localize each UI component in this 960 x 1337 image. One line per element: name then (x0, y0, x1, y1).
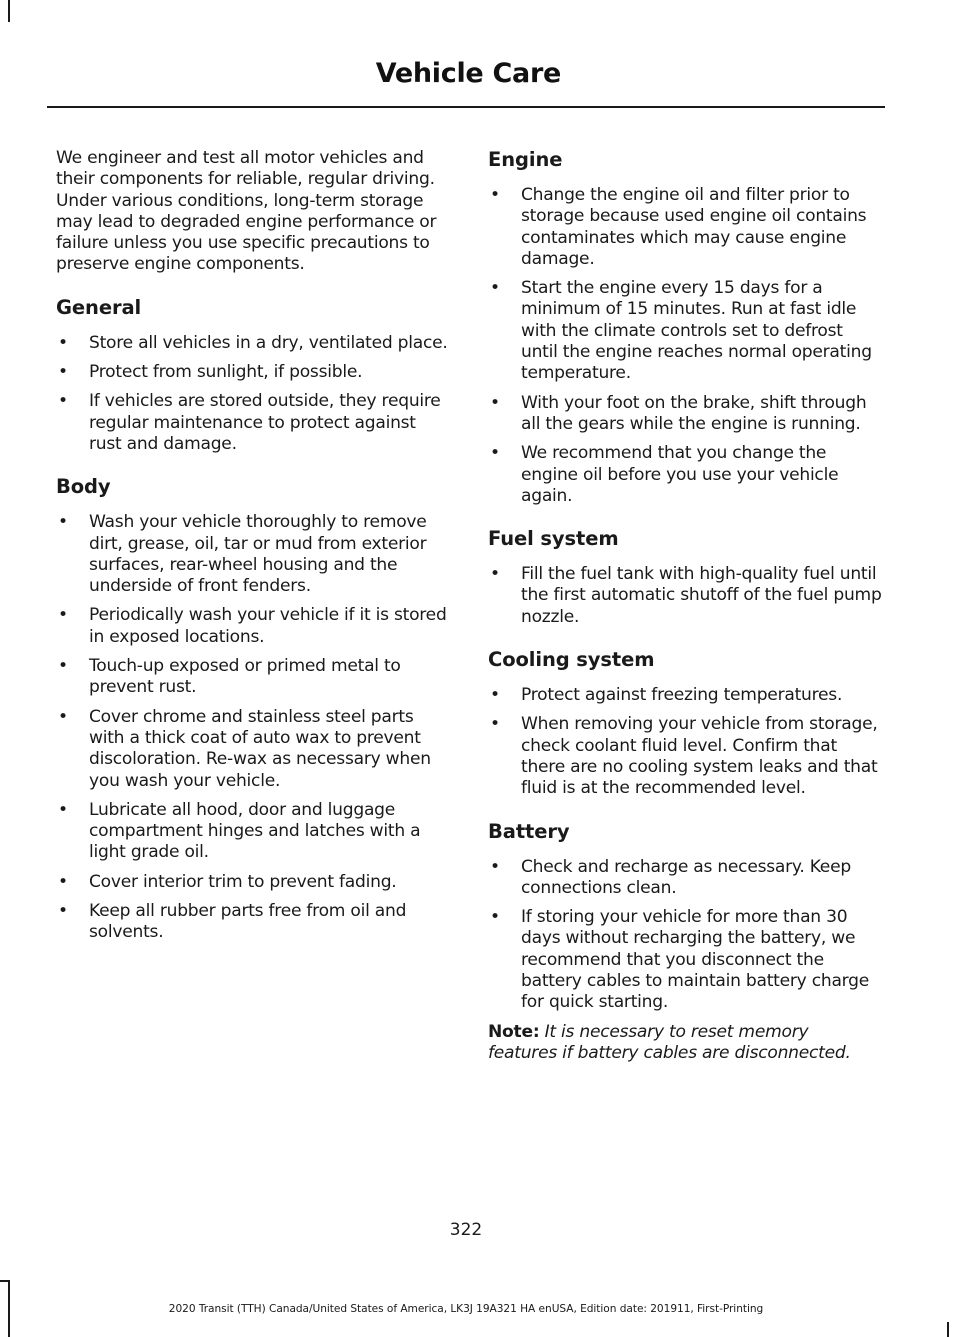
heading-body: Body (56, 475, 111, 499)
left-column (56, 148, 450, 952)
list-item: • If vehicles are stored outside, they require regular maintenance to protect against rust and damage. (58, 391, 441, 454)
page-number: 322 (449, 1220, 483, 1240)
body-list (56, 512, 450, 943)
heading-battery: Battery (488, 819, 570, 843)
bullet-icon: • (490, 856, 500, 877)
bullet-icon: • (58, 362, 68, 383)
page-title: Vehicle Care (375, 58, 561, 89)
list-item: • Periodically wash your vehicle if it is stored in exposed locations. (58, 605, 447, 647)
header-divider (47, 106, 885, 108)
heading-fuel-system: Fuel system (488, 527, 619, 551)
intro-paragraph: We engineer and test all motor vehicles and their components for reliable, regular driving. Under various conditions, long-term storage may lead to degraded engine performance or failure unless you use specific precautions to preserve engine components. (56, 148, 437, 275)
list-item: • If storing your vehicle for more than 30 days without recharging the battery, we recommend that you disconnect the battery cables to maintain battery charge for quick starting. (490, 907, 870, 1013)
list-item: • Fill the fuel tank with high-quality fuel until the first automatic shutoff of the fuel pump nozzle. (490, 564, 882, 627)
bullet-icon: • (58, 656, 68, 677)
bullet-icon: • (490, 185, 500, 205)
heading-general: General (56, 295, 142, 319)
cooling-list (488, 685, 882, 799)
list-item: • Cover interior trim to prevent fading. (58, 871, 397, 892)
bullet-icon: • (490, 907, 500, 928)
bullet-icon: • (58, 799, 68, 820)
crop-mark-top-left (8, 0, 10, 22)
battery-note (488, 1022, 882, 1065)
bullet-icon: • (490, 685, 500, 706)
crop-mark-bottom-right (947, 1322, 949, 1337)
list-item: • Change the engine oil and filter prior to storage because used engine oil contains contaminates which may cause engine damage. (490, 185, 867, 269)
general-list (56, 333, 450, 455)
bullet-icon: • (490, 714, 500, 735)
heading-engine: Engine (488, 148, 563, 171)
fuel-list (488, 564, 882, 628)
list-item: • Keep all rubber parts free from oil and solvents. (58, 901, 407, 943)
list-item: • Wash your vehicle thoroughly to remove dirt, grease, oil, tar or mud from exterior surfaces, rear-wheel housing and the underside of front fenders. (58, 512, 427, 597)
bullet-icon: • (490, 443, 500, 464)
list-item: • Lubricate all hood, door and luggage compartment hinges and latches with a light grade oil. (58, 799, 421, 863)
bullet-icon: • (58, 512, 68, 533)
bullet-icon: • (58, 332, 68, 353)
crop-mark-bottom-left-h (0, 1280, 10, 1282)
list-item: • When removing your vehicle from storage, check coolant fluid level. Confirm that there are no cooling system leaks and that fluid is at the recommended level. (490, 714, 878, 799)
bullet-icon: • (58, 871, 68, 892)
bullet-icon: • (58, 901, 68, 922)
battery-list (488, 857, 882, 1014)
list-item: • Protect from sunlight, if possible. (58, 362, 363, 383)
bullet-icon: • (490, 278, 500, 299)
engine-list (488, 185, 882, 507)
note-label: Note: (488, 1021, 540, 1042)
heading-cooling-system: Cooling system (488, 648, 655, 672)
list-item: • With your foot on the brake, shift through all the gears while the engine is running. (490, 392, 867, 434)
right-column (488, 148, 882, 1064)
bullet-icon: • (58, 706, 68, 727)
page-footer: 2020 Transit (TTH) Canada/United States of America, LK3J 19A321 HA enUSA, Edition date: 201911, First-Printing (168, 1303, 764, 1315)
list-item: • Touch-up exposed or primed metal to prevent rust. (58, 656, 401, 698)
list-item: • Check and recharge as necessary. Keep connections clean. (490, 856, 851, 898)
bullet-icon: • (58, 605, 68, 626)
bullet-icon: • (490, 564, 500, 585)
note-text: It is necessary to reset memory features if battery cables are disconnected. (488, 1021, 851, 1063)
list-item: • Start the engine every 15 days for a minimum of 15 minutes. Run at fast idle with the climate controls set to defrost until the engine reaches normal operating temperature. (490, 278, 872, 384)
bullet-icon: • (58, 391, 68, 412)
list-item: • We recommend that you change the engine oil before you use your vehicle again. (490, 443, 839, 506)
list-item: • Store all vehicles in a dry, ventilated place. (58, 332, 448, 353)
list-item: • Cover chrome and stainless steel parts with a thick coat of auto wax to prevent discoloration. Re-wax as necessary when you wash your vehicle. (58, 706, 431, 791)
bullet-icon: • (490, 392, 500, 413)
list-item: • Protect against freezing temperatures. (490, 685, 843, 706)
